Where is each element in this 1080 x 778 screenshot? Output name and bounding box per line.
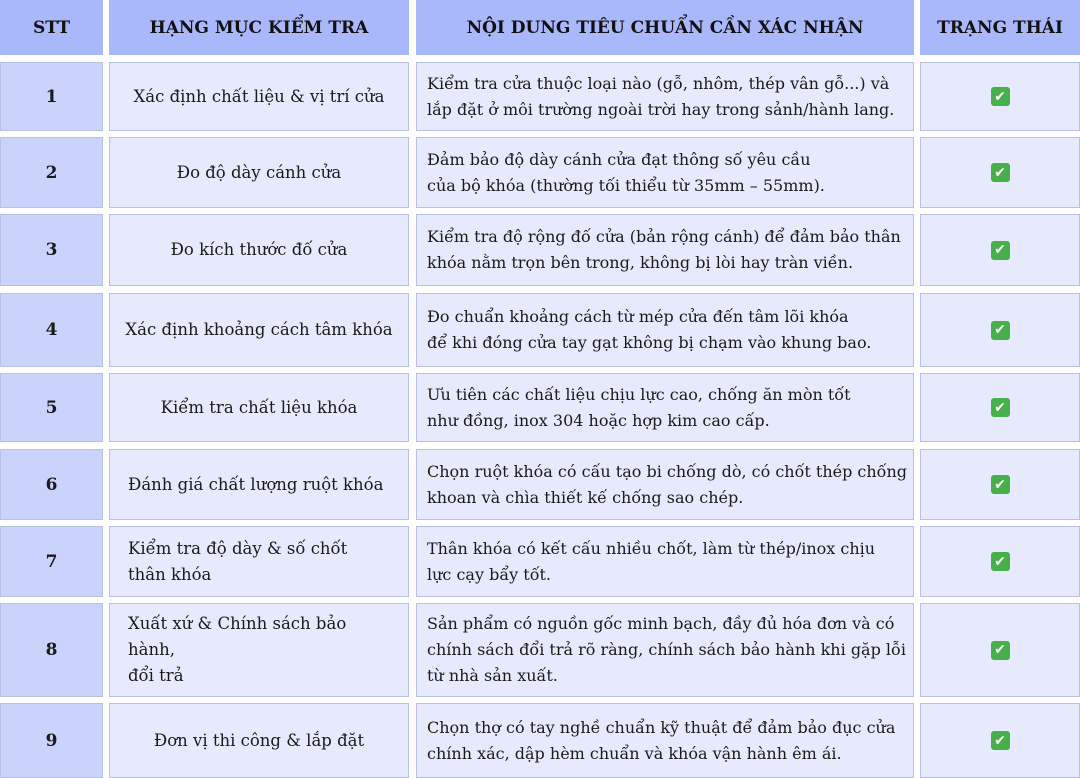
header-stt-label: STT: [33, 17, 70, 38]
check-icon: ✔: [991, 163, 1010, 182]
header-stt: [0, 0, 103, 55]
row-8-status: [920, 603, 1080, 697]
row-5-item: Kiểm tra chất liệu khóa: [109, 373, 409, 442]
row-3-stt: 3: [0, 214, 103, 286]
row-4-content: Đo chuẩn khoảng cách từ mép cửa đến tâm lõi khóa để khi đóng cửa tay gạt không bị chạm vào khung bao.: [416, 293, 914, 367]
row-4-stt: 4: [0, 293, 103, 367]
row-1-item: Xác định chất liệu & vị trí cửa: [109, 62, 409, 131]
row-4-status: [920, 293, 1080, 367]
row-9-item: Đơn vị thi công & lắp đặt: [109, 703, 409, 778]
row-5-content: Ưu tiên các chất liệu chịu lực cao, chống ăn mòn tốt như đồng, inox 304 hoặc hợp kim cao cấp.: [416, 373, 914, 442]
row-9-status: [920, 703, 1080, 778]
row-9-stt: 9: [0, 703, 103, 778]
check-icon: ✔: [991, 241, 1010, 260]
row-2-item: Đo độ dày cánh cửa: [109, 137, 409, 208]
row-6-content: Chọn ruột khóa có cấu tạo bi chống dò, có chốt thép chống khoan và chìa thiết kế chống sao chép.: [416, 449, 914, 520]
row-5-stt: 5: [0, 373, 103, 442]
header-status-label: TRẠNG THÁI: [937, 17, 1063, 38]
row-3-content: Kiểm tra độ rộng đố cửa (bản rộng cánh) để đảm bảo thân khóa nằm trọn bên trong, không bị lòi hay tràn viền.: [416, 214, 914, 286]
row-2-stt: 2: [0, 137, 103, 208]
row-6-stt: 6: [0, 449, 103, 520]
row-9-content: Chọn thợ có tay nghề chuẩn kỹ thuật để đảm bảo đục cửa chính xác, dập hèm chuẩn và khóa vận hành êm ái.: [416, 703, 914, 778]
row-2-content: Đảm bảo độ dày cánh cửa đạt thông số yêu cầu của bộ khóa (thường tối thiểu từ 35mm – 55mm).: [416, 137, 914, 208]
header-item: [109, 0, 409, 55]
check-icon: ✔: [991, 731, 1010, 750]
row-7-item: Kiểm tra độ dày & số chốt thân khóa: [109, 526, 409, 597]
row-1-stt: 1: [0, 62, 103, 131]
row-8-stt: 8: [0, 603, 103, 697]
row-4-item: Xác định khoảng cách tâm khóa: [109, 293, 409, 367]
row-8-content: Sản phẩm có nguồn gốc minh bạch, đầy đủ hóa đơn và có chính sách đổi trả rõ ràng, chính sách bảo hành khi gặp lỗi từ nhà sản xuất.: [416, 603, 914, 697]
header-item-label: HẠNG MỤC KIỂM TRA: [149, 17, 369, 38]
check-icon: ✔: [991, 87, 1010, 106]
row-1-content: Kiểm tra cửa thuộc loại nào (gỗ, nhôm, thép vân gỗ...) và lắp đặt ở môi trường ngoài trời hay trong sảnh/hành lang.: [416, 62, 914, 131]
check-icon: ✔: [991, 641, 1010, 660]
row-6-item: Đánh giá chất lượng ruột khóa: [109, 449, 409, 520]
row-6-status: [920, 449, 1080, 520]
header-content: [416, 0, 914, 55]
row-1-status: [920, 62, 1080, 131]
row-2-status: [920, 137, 1080, 208]
row-8-item: Xuất xứ & Chính sách bảo hành, đổi trả: [109, 603, 409, 697]
check-icon: ✔: [991, 398, 1010, 417]
check-icon: ✔: [991, 475, 1010, 494]
header-status: [920, 0, 1080, 55]
check-icon: ✔: [991, 321, 1010, 340]
row-7-stt: 7: [0, 526, 103, 597]
row-7-content: Thân khóa có kết cấu nhiều chốt, làm từ thép/inox chịu lực cạy bẩy tốt.: [416, 526, 914, 597]
row-3-item: Đo kích thước đố cửa: [109, 214, 409, 286]
check-icon: ✔: [991, 552, 1010, 571]
header-content-label: NỘI DUNG TIÊU CHUẨN CẦN XÁC NHẬN: [466, 17, 864, 38]
row-5-status: [920, 373, 1080, 442]
row-7-status: [920, 526, 1080, 597]
row-3-status: [920, 214, 1080, 286]
